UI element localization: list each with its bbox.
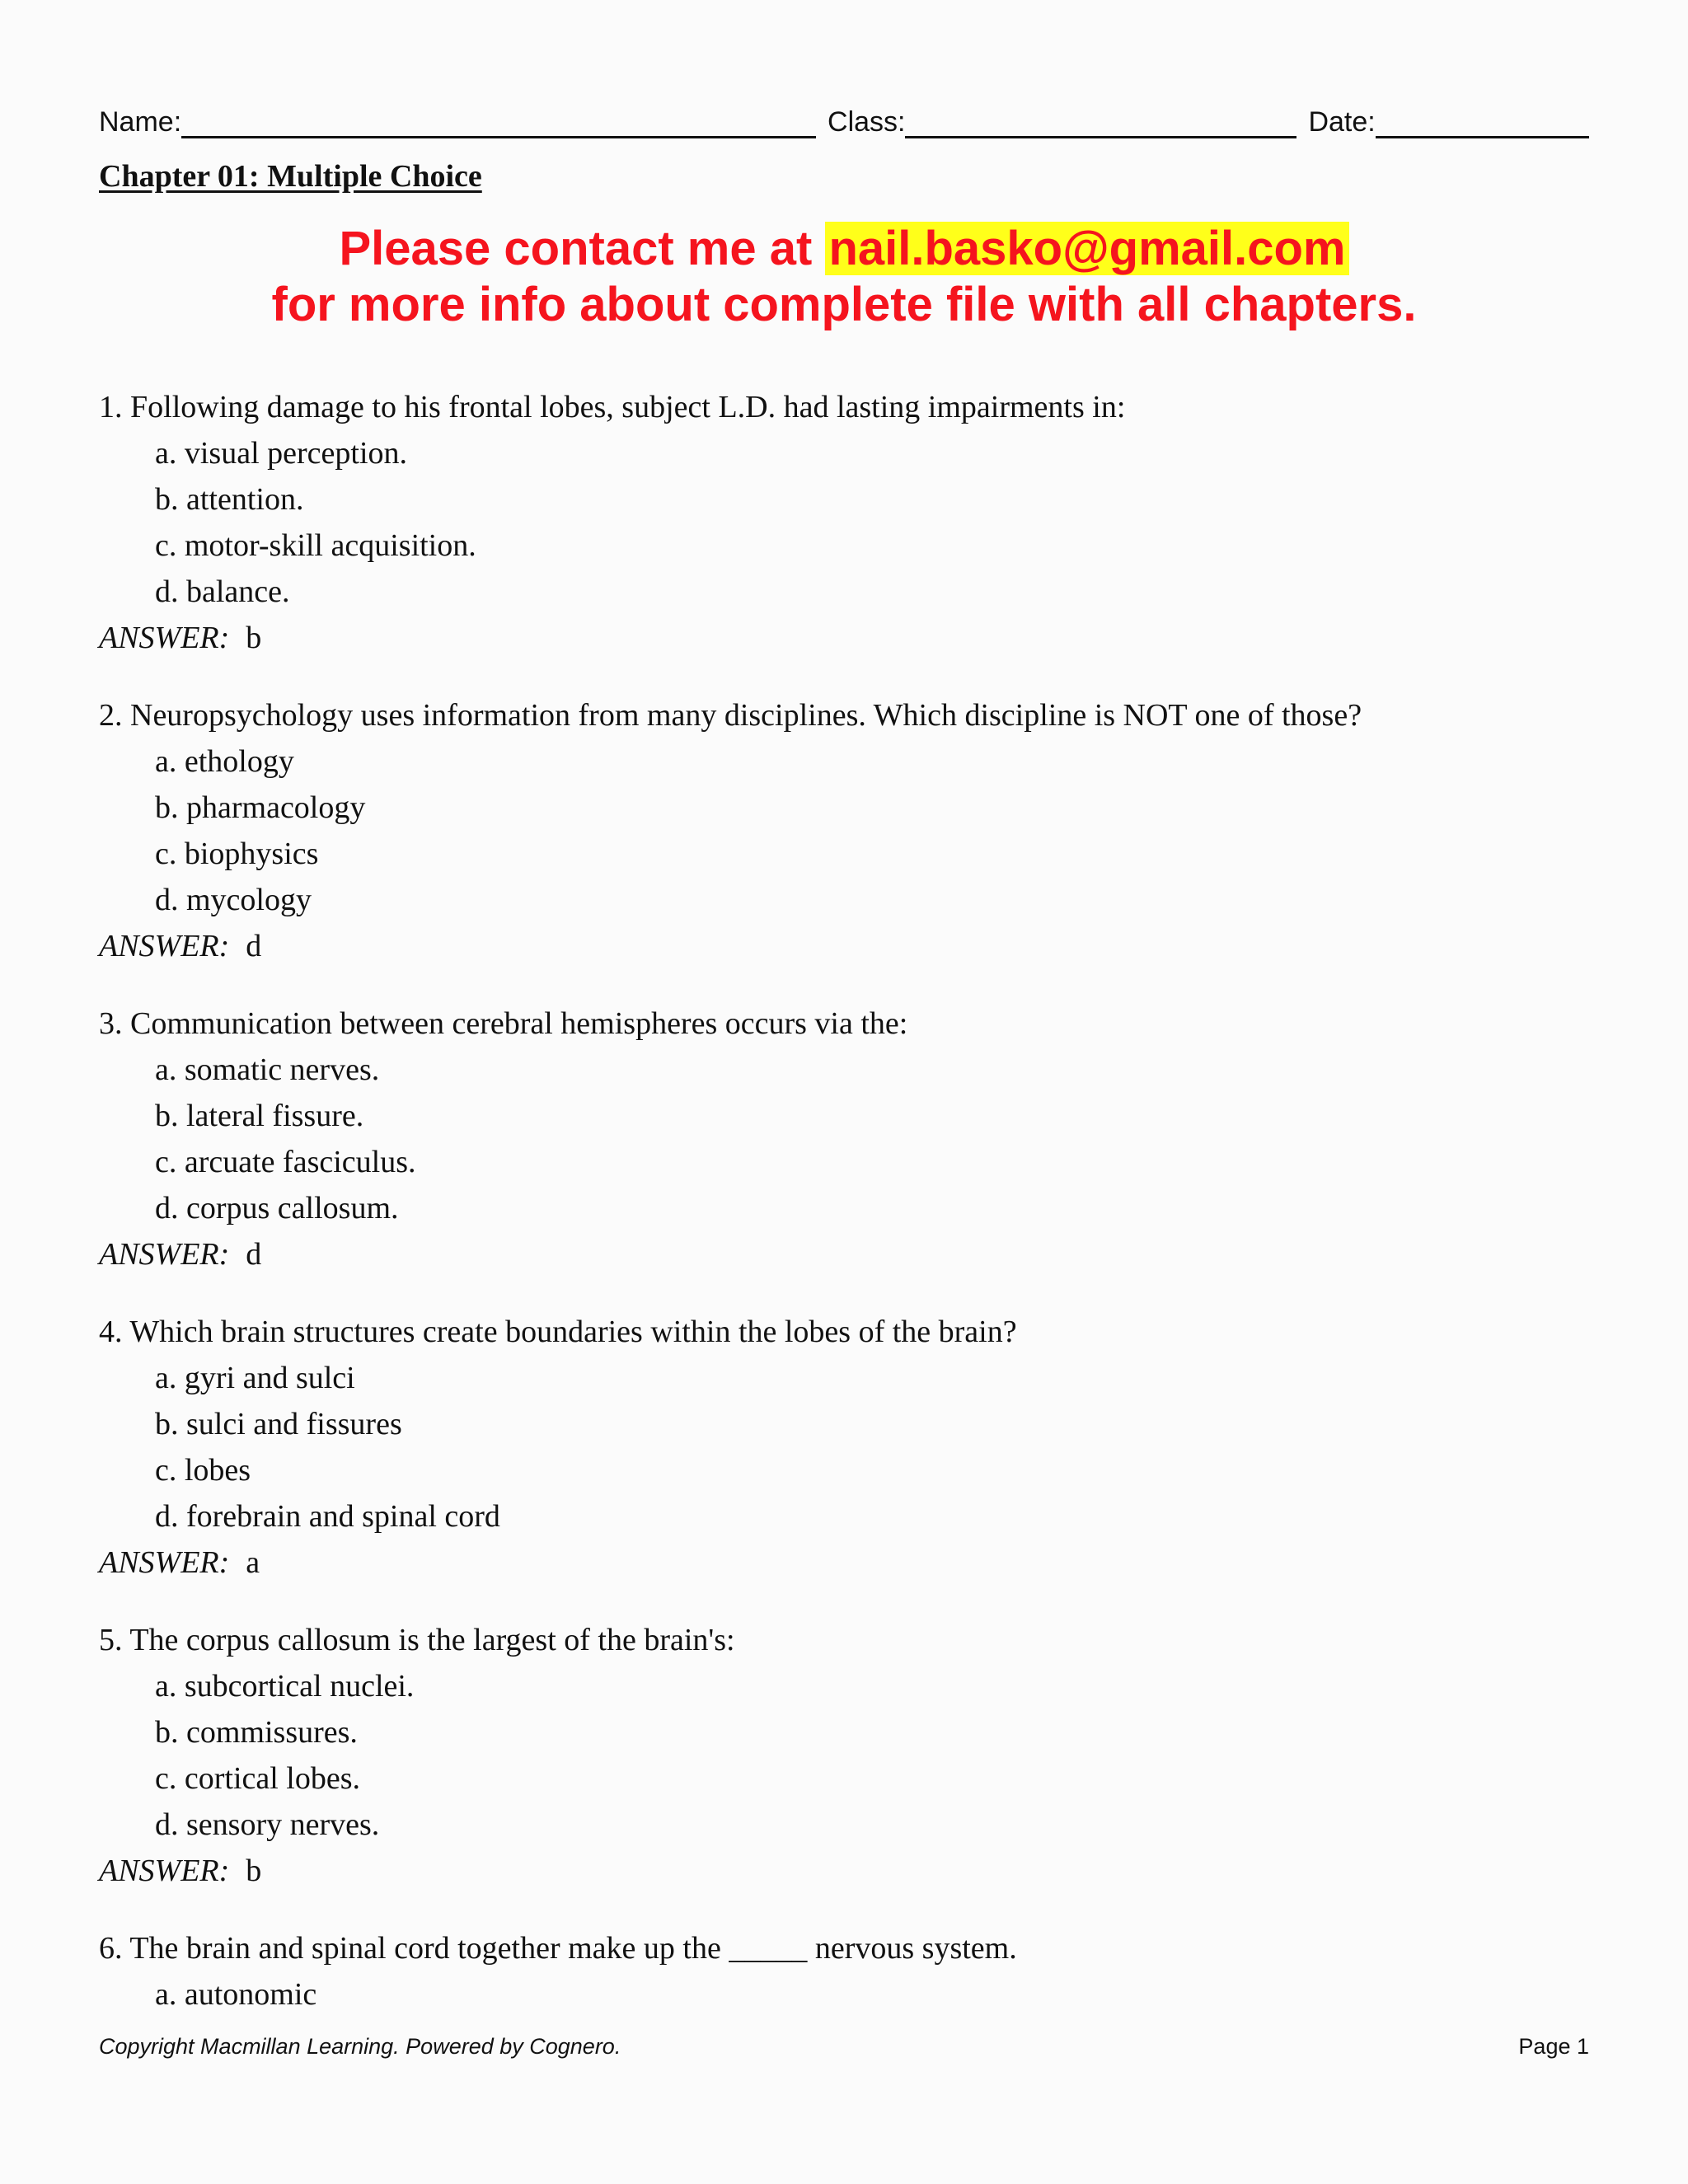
- option-a: a. ethology: [155, 744, 294, 779]
- option-b: b. commissures.: [155, 1715, 358, 1750]
- question-5: [99, 1617, 1589, 1894]
- date-label: Date:: [1308, 106, 1376, 138]
- name-blank-line: [181, 108, 816, 138]
- question-1: [99, 384, 1589, 661]
- answer-label: ANSWER:: [99, 1854, 230, 1888]
- answer-value: b: [246, 1854, 262, 1888]
- option-d: d. forebrain and spinal cord: [155, 1499, 500, 1534]
- class-blank-line: [905, 108, 1296, 138]
- option-c: c. cortical lobes.: [155, 1761, 361, 1796]
- question-2: [99, 692, 1589, 969]
- question-3: [99, 1001, 1589, 1277]
- answer-value: a: [246, 1545, 260, 1580]
- answer-line: [99, 615, 1589, 661]
- option-c: c. arcuate fasciculus.: [155, 1145, 416, 1179]
- answer-value: d: [246, 1237, 262, 1272]
- chapter-title: Chapter 01: Multiple Choice: [99, 159, 482, 194]
- question-text: 5. The corpus callosum is the largest of the brain's:: [99, 1623, 735, 1657]
- class-label: Class:: [828, 106, 906, 138]
- question-text: 6. The brain and spinal cord together make up the _____ nervous system.: [99, 1931, 1017, 1966]
- option-d: d. mycology: [155, 883, 312, 917]
- option-a: a. subcortical nuclei.: [155, 1669, 415, 1704]
- option-c: c. lobes: [155, 1453, 251, 1488]
- date-blank-line: [1376, 108, 1589, 138]
- question-text: 3. Communication between cerebral hemispheres occurs via the:: [99, 1006, 908, 1041]
- option-b: b. pharmacology: [155, 790, 366, 825]
- footer-copyright: Copyright Macmillan Learning. Powered by Cognero.: [99, 2034, 621, 2059]
- answer-line: [99, 1540, 1589, 1586]
- question-6: [99, 1925, 1589, 2018]
- answer-label: ANSWER:: [99, 621, 230, 655]
- promo-prefix: Please contact me at: [339, 222, 826, 275]
- question-4: [99, 1309, 1589, 1586]
- answer-label: ANSWER:: [99, 1237, 230, 1272]
- option-d: d. sensory nerves.: [155, 1807, 380, 1842]
- option-b: b. attention.: [155, 482, 304, 517]
- option-a: a. somatic nerves.: [155, 1052, 380, 1087]
- name-label: Name:: [99, 106, 182, 138]
- answer-value: b: [246, 621, 262, 655]
- promo-line-1: [0, 221, 1688, 276]
- answer-line: [99, 1848, 1589, 1894]
- option-c: c. motor-skill acquisition.: [155, 528, 476, 563]
- question-text: 4. Which brain structures create boundaries within the lobes of the brain?: [99, 1315, 1017, 1349]
- answer-label: ANSWER:: [99, 1545, 230, 1580]
- option-b: b. lateral fissure.: [155, 1099, 364, 1133]
- promo-email: nail.basko@gmail.com: [825, 222, 1348, 275]
- option-a: a. autonomic: [155, 1977, 317, 2012]
- option-b: b. sulci and fissures: [155, 1407, 402, 1441]
- option-a: a. visual perception.: [155, 436, 408, 471]
- question-text: 2. Neuropsychology uses information from many disciplines. Which discipline is NOT one of those?: [99, 698, 1362, 733]
- option-d: d. corpus callosum.: [155, 1191, 399, 1226]
- answer-value: d: [246, 929, 262, 963]
- option-d: d. balance.: [155, 574, 290, 609]
- answer-line: [99, 923, 1589, 969]
- answer-line: [99, 1231, 1589, 1277]
- option-a: a. gyri and sulci: [155, 1361, 355, 1395]
- option-c: c. biophysics: [155, 837, 319, 871]
- page-number: Page 1: [1518, 2034, 1589, 2059]
- student-info-header: [99, 97, 1589, 138]
- promo-line-2: for more info about complete file with all chapters.: [271, 278, 1417, 331]
- question-text: 1. Following damage to his frontal lobes, subject L.D. had lasting impairments in:: [99, 390, 1126, 424]
- answer-label: ANSWER:: [99, 929, 230, 963]
